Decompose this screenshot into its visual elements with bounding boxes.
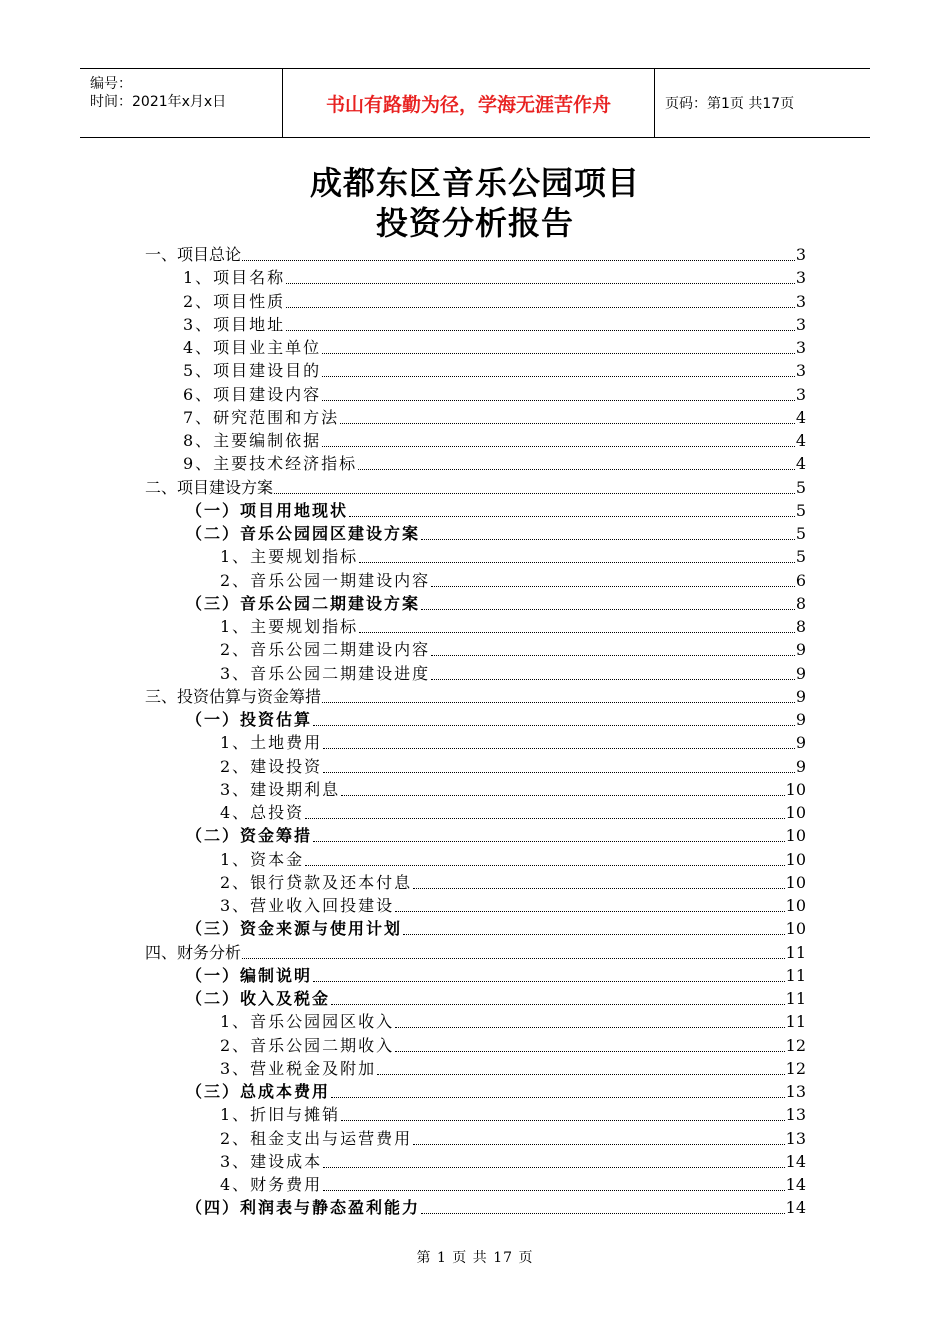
- toc-entry-page: 10: [785, 826, 806, 846]
- toc-entry-label: 1、主要规划指标: [220, 547, 359, 567]
- toc-entry[interactable]: [220, 1009, 806, 1032]
- toc-dot-leader: [313, 725, 795, 726]
- toc-entry-label: （一）编制说明: [186, 965, 313, 985]
- toc-entry-page: 9: [795, 663, 806, 683]
- document-time: 时间：2021年x月x日: [90, 94, 227, 110]
- toc-entry[interactable]: [186, 916, 806, 939]
- toc-entry-page: 6: [795, 570, 806, 590]
- toc-dot-leader: [377, 1074, 784, 1075]
- toc-entry-label: （二）资金筹措: [186, 826, 313, 846]
- toc-entry-page: 14: [785, 1175, 806, 1194]
- toc-dot-leader: [323, 1190, 784, 1191]
- document-number: 编号：: [90, 76, 132, 92]
- toc-entry-label: 8、主要编制依据: [183, 431, 322, 450]
- toc-entry[interactable]: [220, 1102, 806, 1125]
- toc-entry[interactable]: [145, 475, 806, 498]
- toc-entry[interactable]: [183, 428, 806, 451]
- toc-dot-leader: [359, 632, 795, 633]
- toc-entry-label: 3、音乐公园二期建设进度: [220, 663, 431, 683]
- toc-entry-label: 1、折旧与摊销: [220, 1105, 341, 1125]
- toc-entry[interactable]: [183, 265, 806, 288]
- toc-entry-page: 3: [795, 314, 806, 334]
- toc-entry[interactable]: [220, 1033, 806, 1056]
- toc-entry-page: 10: [785, 896, 806, 915]
- toc-entry-label: （二）收入及税金: [186, 989, 331, 1008]
- toc-entry[interactable]: [220, 614, 806, 637]
- toc-dot-leader: [395, 1027, 784, 1028]
- toc-dot-leader: [341, 795, 784, 796]
- toc-entry-page: 10: [785, 779, 806, 799]
- toc-entry[interactable]: [186, 1079, 806, 1102]
- toc-dot-leader: [349, 516, 795, 517]
- toc-dot-leader: [313, 841, 785, 842]
- toc-entry-label: 2、音乐公园二期收入: [220, 1035, 395, 1055]
- toc-entry-page: 9: [795, 756, 806, 776]
- toc-dot-leader: [421, 539, 795, 540]
- toc-entry[interactable]: [183, 451, 806, 474]
- toc-entry-page: 11: [785, 965, 806, 985]
- toc-dot-leader: [413, 888, 784, 889]
- toc-dot-leader: [323, 1167, 784, 1168]
- toc-entry-page: 9: [795, 733, 806, 753]
- toc-entry-label: 2、银行贷款及还本付息: [220, 872, 413, 892]
- toc-dot-leader: [340, 423, 795, 424]
- toc-entry[interactable]: [220, 1172, 806, 1195]
- toc-entry[interactable]: [186, 1195, 806, 1218]
- toc-entry[interactable]: [186, 521, 806, 544]
- toc-entry-page: 3: [795, 384, 806, 404]
- toc-dot-leader: [359, 562, 795, 563]
- toc-entry-page: 3: [795, 245, 806, 264]
- toc-entry-label: （三）资金来源与使用计划: [186, 919, 403, 939]
- toc-entry[interactable]: [220, 661, 806, 684]
- toc-dot-leader: [358, 469, 795, 470]
- toc-entry-label: （一）项目用地现状: [186, 500, 349, 520]
- toc-dot-leader: [323, 772, 795, 773]
- toc-entry-label: 7、研究范围和方法: [183, 407, 340, 427]
- toc-entry-page: 8: [795, 593, 806, 613]
- toc-entry[interactable]: [183, 382, 806, 405]
- toc-entry-label: 3、建设期利息: [220, 779, 341, 799]
- toc-entry-label: （三）音乐公园二期建设方案: [186, 593, 421, 613]
- toc-dot-leader: [395, 911, 784, 912]
- toc-entry-label: 4、财务费用: [220, 1175, 323, 1194]
- toc-entry[interactable]: [186, 963, 806, 986]
- toc-entry-page: 9: [795, 640, 806, 660]
- toc-entry-page: 14: [785, 1198, 806, 1218]
- toc-entry[interactable]: [183, 289, 806, 312]
- toc-entry-page: 5: [795, 547, 806, 567]
- header-page-info: 页码：第1页 共17页: [665, 96, 795, 112]
- toc-entry-page: 11: [785, 1012, 806, 1032]
- toc-entry-label: 2、建设投资: [220, 756, 323, 776]
- page-header: [80, 68, 870, 138]
- toc-entry[interactable]: [220, 870, 806, 893]
- toc-entry-page: 5: [795, 524, 806, 543]
- toc-entry-page: 13: [785, 1128, 806, 1148]
- toc-entry[interactable]: [220, 777, 806, 800]
- toc-entry-page: 13: [785, 1105, 806, 1125]
- toc-dot-leader: [341, 1120, 784, 1121]
- toc-entry-page: 14: [785, 1151, 806, 1171]
- toc-entry-label: 2、项目性质: [183, 291, 286, 311]
- toc-dot-leader: [413, 1144, 784, 1145]
- toc-entry[interactable]: [186, 986, 806, 1009]
- toc-entry[interactable]: [220, 568, 806, 591]
- toc-dot-leader: [395, 1051, 784, 1052]
- toc-entry-label: 1、主要规划指标: [220, 617, 359, 636]
- toc-entry[interactable]: [220, 730, 806, 753]
- toc-dot-leader: [242, 260, 795, 261]
- document-title-line2: 投资分析报告: [375, 204, 574, 242]
- toc-entry-page: 3: [795, 361, 806, 381]
- toc-dot-leader: [286, 330, 795, 331]
- toc-entry-label: 5、项目建设目的: [183, 361, 322, 381]
- toc-entry-page: 4: [795, 431, 806, 450]
- toc-dot-leader: [421, 609, 795, 610]
- toc-dot-leader: [331, 1097, 785, 1098]
- toc-entry[interactable]: [220, 1126, 806, 1149]
- page-footer: 第 1 页 共 17 页: [416, 1250, 534, 1266]
- toc-dot-leader: [322, 702, 795, 703]
- toc-entry-page: 5: [795, 500, 806, 520]
- toc-entry-label: （四）利润表与静态盈利能力: [186, 1198, 421, 1218]
- toc-entry-label: 2、音乐公园二期建设内容: [220, 640, 431, 660]
- toc-entry-page: 9: [795, 710, 806, 729]
- document-title-line1: 成都东区音乐公园项目: [309, 164, 640, 202]
- toc-entry[interactable]: [220, 847, 806, 870]
- toc-entry[interactable]: [186, 498, 806, 521]
- toc-dot-leader: [331, 1004, 785, 1005]
- toc-entry-page: 3: [795, 291, 806, 311]
- toc-entry-page: 4: [795, 454, 806, 474]
- toc-entry-label: 6、项目建设内容: [183, 384, 322, 404]
- toc-dot-leader: [305, 865, 784, 866]
- toc-dot-leader: [274, 493, 795, 494]
- toc-entry[interactable]: [186, 823, 806, 846]
- toc-entry-label: 3、项目地址: [183, 314, 286, 334]
- toc-entry-page: 10: [785, 803, 806, 822]
- toc-entry-label: 3、营业税金及附加: [220, 1058, 377, 1078]
- header-meta-cell: [80, 69, 283, 137]
- toc-entry-label: （二）音乐公园园区建设方案: [186, 524, 421, 543]
- toc-dot-leader: [431, 679, 795, 680]
- toc-dot-leader: [403, 934, 785, 935]
- toc-entry-label: 1、音乐公园园区收入: [220, 1012, 395, 1032]
- toc-entry-page: 8: [795, 617, 806, 636]
- toc-dot-leader: [242, 958, 785, 959]
- toc-entry-page: 13: [785, 1082, 806, 1101]
- toc-entry-label: 二、项目建设方案: [145, 477, 274, 497]
- toc-entry-label: 1、资本金: [220, 849, 305, 869]
- header-motto: 书山有路勤为径，学海无涯苦作舟: [283, 69, 655, 137]
- toc-dot-leader: [322, 446, 795, 447]
- toc-entry-label: 4、项目业主单位: [183, 338, 322, 357]
- toc-entry-page: 11: [785, 942, 806, 962]
- toc-entry[interactable]: [220, 754, 806, 777]
- toc-dot-leader: [322, 353, 795, 354]
- toc-entry-page: 10: [785, 849, 806, 869]
- toc-entry-label: 3、营业收入回投建设: [220, 896, 395, 915]
- toc-entry[interactable]: [220, 893, 806, 916]
- toc-entry[interactable]: [220, 637, 806, 660]
- toc-entry[interactable]: [220, 1056, 806, 1079]
- toc-entry[interactable]: [220, 544, 806, 567]
- toc-entry[interactable]: [183, 358, 806, 381]
- toc-entry-page: 3: [795, 338, 806, 357]
- toc-entry-label: 四、财务分析: [145, 942, 242, 962]
- toc-entry[interactable]: [145, 684, 806, 707]
- toc-entry-page: 3: [795, 268, 806, 288]
- toc-dot-leader: [305, 818, 784, 819]
- toc-entry-label: 9、主要技术经济指标: [183, 454, 358, 474]
- toc-entry[interactable]: [183, 335, 806, 358]
- toc-entry-label: 1、土地费用: [220, 733, 323, 753]
- toc-entry-page: 12: [785, 1035, 806, 1055]
- toc-dot-leader: [421, 1213, 785, 1214]
- toc-entry[interactable]: [183, 405, 806, 428]
- toc-dot-leader: [431, 655, 795, 656]
- toc-entry[interactable]: [220, 800, 806, 823]
- toc-entry-label: 2、租金支出与运营费用: [220, 1128, 413, 1148]
- toc-dot-leader: [286, 307, 795, 308]
- toc-entry-label: （一）投资估算: [186, 710, 313, 729]
- toc-entry-label: 2、音乐公园一期建设内容: [220, 570, 431, 590]
- toc-entry-page: 12: [785, 1058, 806, 1078]
- toc-dot-leader: [313, 981, 785, 982]
- toc-entry[interactable]: [186, 707, 806, 730]
- toc-dot-leader: [431, 586, 795, 587]
- toc-entry-label: 3、建设成本: [220, 1151, 323, 1171]
- toc-entry-page: 10: [785, 872, 806, 892]
- toc-entry[interactable]: [183, 312, 806, 335]
- toc-entry-label: 4、总投资: [220, 803, 305, 822]
- toc-entry[interactable]: [145, 242, 806, 265]
- toc-entry[interactable]: [220, 1149, 806, 1172]
- toc-entry-label: 三、投资估算与资金筹措: [145, 686, 322, 706]
- toc-entry-label: 1、项目名称: [183, 268, 286, 288]
- toc-entry-page: 4: [795, 407, 806, 427]
- toc-dot-leader: [286, 283, 795, 284]
- toc-entry-page: 11: [785, 989, 806, 1008]
- toc-entry[interactable]: [186, 591, 806, 614]
- toc-entry[interactable]: [145, 940, 806, 963]
- toc-entry-page: 9: [795, 686, 806, 706]
- toc-entry-page: 10: [785, 919, 806, 939]
- toc-entry-label: （三）总成本费用: [186, 1082, 331, 1101]
- toc-entry-label: 一、项目总论: [145, 245, 242, 264]
- toc-dot-leader: [323, 748, 795, 749]
- toc-entry-page: 5: [795, 477, 806, 497]
- toc-dot-leader: [322, 400, 795, 401]
- toc-dot-leader: [322, 376, 795, 377]
